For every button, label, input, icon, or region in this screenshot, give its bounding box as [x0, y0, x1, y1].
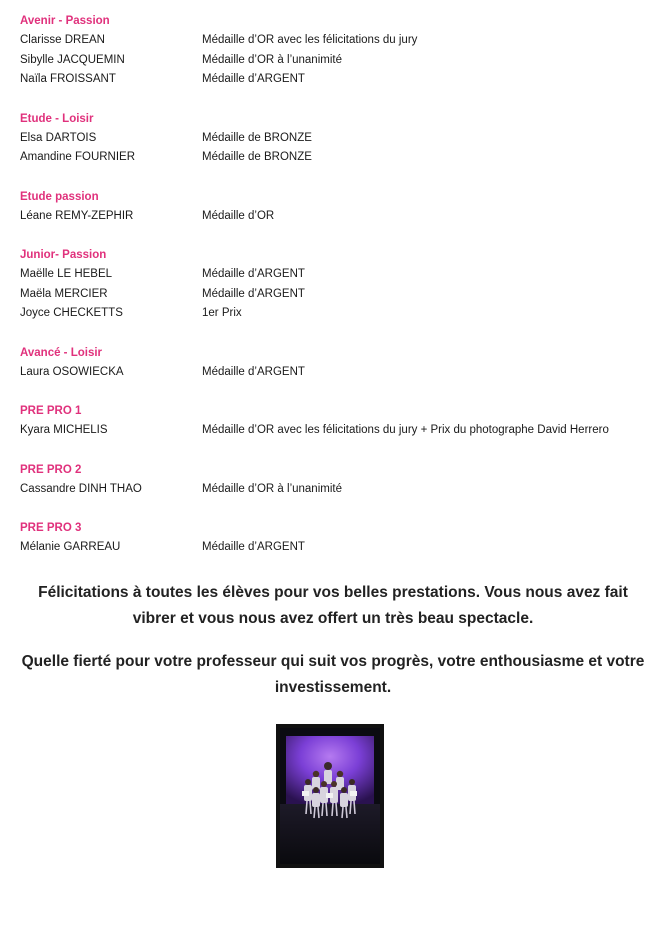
award-text: Médaille de BRONZE — [202, 151, 312, 163]
student-name: Amandine FOURNIER — [20, 151, 136, 163]
student-name: Cassandre DINH THAO — [20, 482, 142, 495]
results-list — [20, 12, 650, 578]
student-name: Maëlle LE HEBEL — [20, 268, 113, 280]
section-title: PRE PRO 2 — [20, 463, 82, 476]
result-row — [20, 421, 650, 441]
section-pre-pro-2 — [20, 461, 650, 500]
result-row — [20, 538, 650, 558]
student-name: Sibylle JACQUEMIN — [20, 53, 125, 66]
student-name: Elsa DARTOIS — [20, 131, 97, 144]
closing-message — [0, 580, 666, 718]
student-name: Joyce CHECKETTS — [20, 307, 123, 319]
award-text: Médaille d’OR à l’unanimité — [202, 482, 342, 495]
award-text: Médaille d’ARGENT — [202, 287, 305, 300]
section-junior-passion — [20, 246, 650, 324]
pride-paragraph: Quelle fierté pour votre professeur qui suit vos progrès, votre enthousiasme et votre investissement. — [21, 653, 645, 696]
student-name: Laura OSOWIECKA — [20, 365, 124, 378]
student-name: Mélanie GARREAU — [20, 541, 121, 553]
section-title: PRE PRO 1 — [20, 405, 82, 417]
result-row — [20, 480, 650, 500]
result-row — [20, 304, 650, 324]
section-title: Avenir - Passion — [20, 15, 110, 27]
award-text: Médaille de BRONZE — [202, 131, 312, 144]
section-pre-pro-3 — [20, 519, 650, 558]
student-name: Clarisse DREAN — [20, 34, 105, 46]
result-row — [20, 207, 650, 227]
award-text: 1er Prix — [202, 307, 242, 319]
section-etude-loisir — [20, 110, 650, 168]
group-photo-image — [280, 728, 380, 864]
result-row — [20, 363, 650, 383]
award-text: Médaille d’OR à l’unanimité — [202, 53, 342, 66]
group-photo — [276, 724, 384, 868]
congratulations-paragraph: Félicitations à toutes les élèves pour vos belles prestations. Vous nous avez fait vibrer et vous nous avez offert un très beau spectacle. — [38, 584, 628, 627]
result-row — [20, 285, 650, 305]
result-row — [20, 148, 650, 168]
section-avenir-passion — [20, 12, 650, 90]
section-title: Junior- Passion — [20, 249, 107, 261]
section-title: Avancé - Loisir — [20, 346, 103, 359]
result-row — [20, 265, 650, 285]
section-title: Etude - Loisir — [20, 112, 94, 125]
student-name: Léane REMY-ZEPHIR — [20, 209, 134, 222]
award-text: Médaille d’ARGENT — [202, 541, 305, 553]
section-title: PRE PRO 3 — [20, 522, 82, 534]
award-text: Médaille d’ARGENT — [202, 73, 305, 85]
award-text: Médaille d’OR avec les félicitations du jury + Prix du photographe David Herrero — [202, 424, 609, 436]
result-row — [20, 70, 650, 90]
award-text: Médaille d’ARGENT — [202, 268, 305, 280]
award-text: Médaille d’OR — [202, 209, 275, 222]
student-name: Maëla MERCIER — [20, 287, 108, 300]
student-name: Naïla FROISSANT — [20, 73, 116, 85]
section-avance-loisir — [20, 344, 650, 383]
section-etude-passion — [20, 188, 650, 227]
student-name: Kyara MICHELIS — [20, 424, 108, 436]
result-row — [20, 51, 650, 71]
award-text: Médaille d’OR avec les félicitations du jury — [202, 34, 418, 46]
result-row — [20, 129, 650, 149]
result-row — [20, 31, 650, 51]
section-title: Etude passion — [20, 190, 99, 203]
award-text: Médaille d’ARGENT — [202, 365, 305, 378]
section-pre-pro-1 — [20, 402, 650, 441]
